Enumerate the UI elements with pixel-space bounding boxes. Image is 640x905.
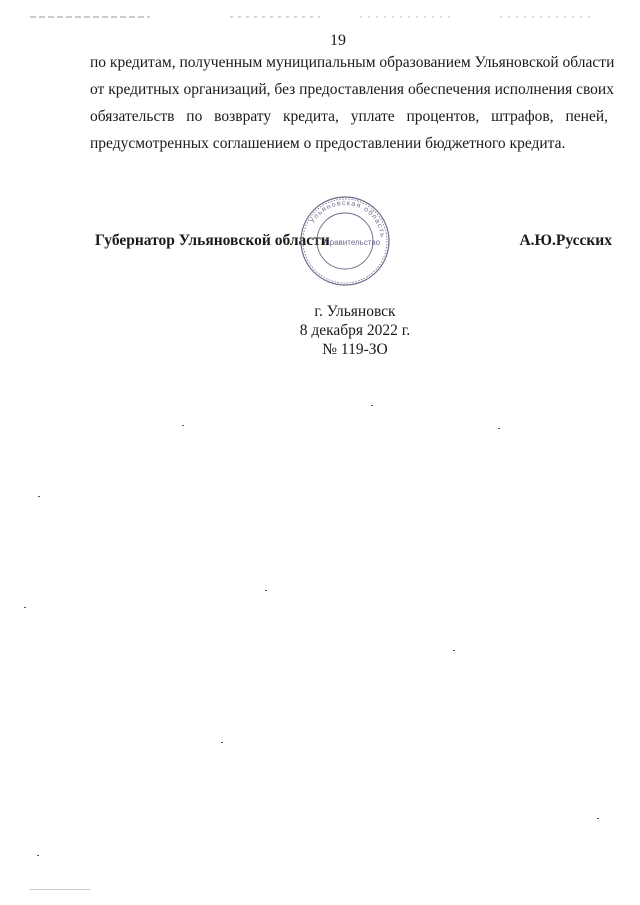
document-date: 8 декабря 2022 г.: [299, 322, 411, 339]
scan-speck: [221, 742, 223, 743]
scan-speck: [597, 818, 599, 819]
scan-speck: [30, 889, 90, 890]
scan-speck: [453, 650, 455, 651]
scan-header-artifact: [30, 8, 630, 14]
scan-speck: [24, 607, 26, 608]
svg-text:Ульяновская область: [309, 200, 386, 239]
scan-speck: [37, 855, 39, 856]
seal-outer-text: Ульяновская область: [309, 199, 386, 239]
scan-speck: [498, 428, 500, 429]
scan-speck: [265, 590, 267, 591]
scan-speck: [182, 425, 184, 426]
body-line: предусмотренных соглашением о предоставлении бюджетного кредита.: [90, 135, 566, 152]
body-paragraph: [90, 49, 615, 157]
place-date-block: [250, 302, 460, 359]
signatory-title: Губернатор Ульяновской области: [95, 232, 330, 249]
official-seal: [299, 195, 391, 287]
body-line: по кредитам, полученным муниципальным образованием Ульяновской области: [90, 54, 615, 71]
signatory-name: А.Ю.Русских: [519, 232, 612, 249]
city: г. Ульяновск: [314, 303, 396, 320]
document-number: № 119-ЗО: [322, 341, 388, 358]
body-line: от кредитных организаций, без предоставления обеспечения исполнения своих: [90, 81, 614, 98]
seal-inner-text: Правительство: [323, 238, 381, 247]
scan-speck: [371, 405, 373, 406]
page-number: 19: [330, 32, 346, 49]
scan-speck: [38, 496, 40, 497]
body-line: обязательств по возврату кредита, уплате процентов, штрафов, пеней,: [90, 108, 608, 125]
